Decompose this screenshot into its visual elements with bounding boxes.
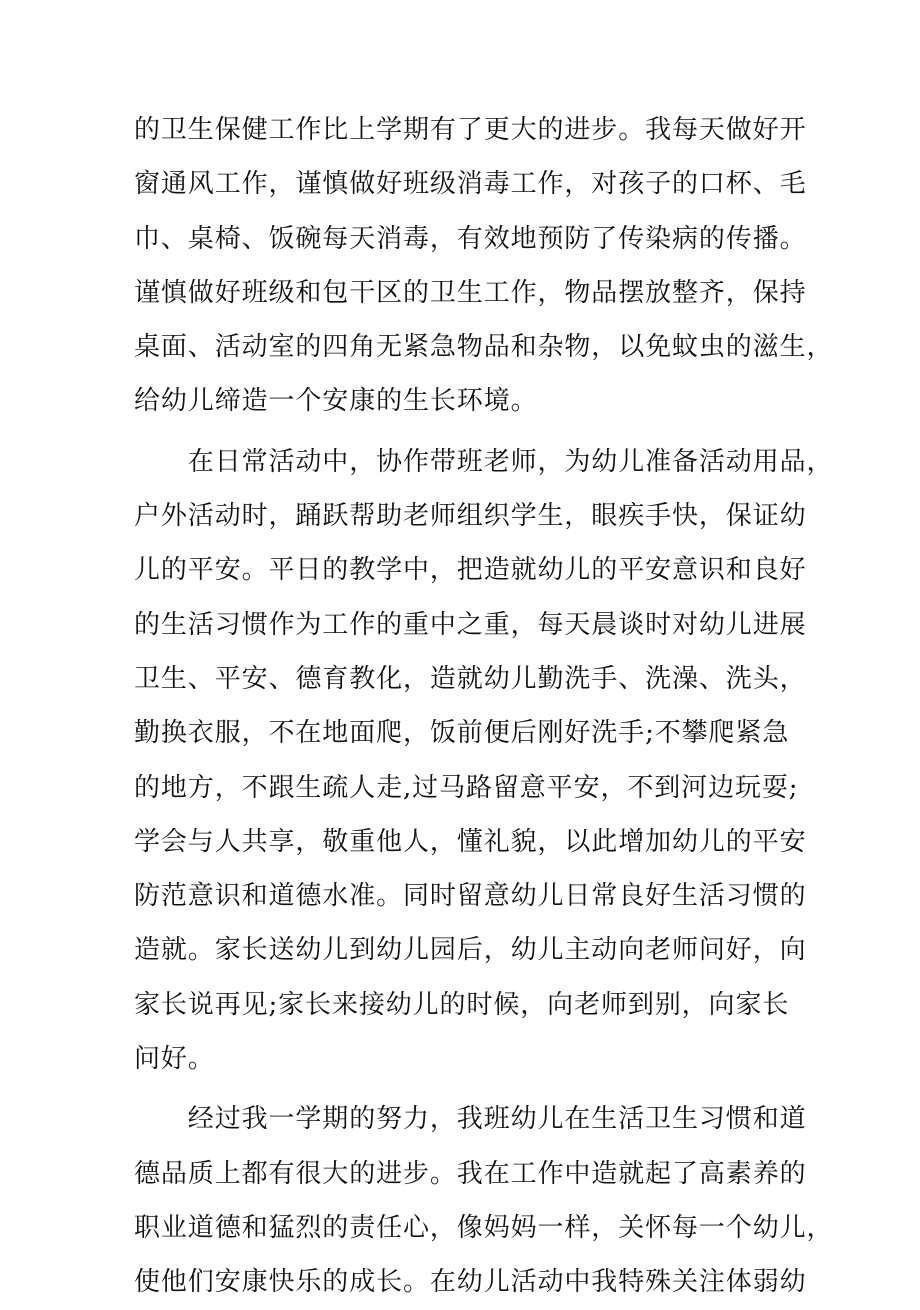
text-line: 卫生、平安、德育教化，造就幼儿勤洗手、洗澡、洗头， (134, 663, 807, 694)
document-body (134, 103, 834, 1310)
paragraph-1 (134, 103, 834, 429)
text-line: 防范意识和道德水准。同时留意幼儿日常良好生活习惯的 (134, 881, 807, 912)
text-line: 的地方，不跟生疏人走,过马路留意平安，不到河边玩耍; (134, 772, 799, 803)
text-line: 学会与人共享，敬重他人，懂礼貌，以此增加幼儿的平安 (134, 826, 807, 857)
text-line: 的生活习惯作为工作的重中之重，每天晨谈时对幼儿进展 (134, 609, 807, 640)
text-line: 的卫生保健工作比上学期有了更大的进步。我每天做好开 (134, 115, 807, 145)
text-line: 巾、桌椅、饭碗每天消毒，有效地预防了传染病的传播。 (134, 223, 807, 254)
text-line: 问好。 (134, 1044, 215, 1075)
text-line: 德品质上都有很大的进步。我在工作中造就起了高素养的 (134, 1158, 807, 1189)
text-line: 窗通风工作，谨慎做好班级消毒工作，对孩子的口杯、毛 (134, 169, 807, 200)
paragraph-3 (134, 1092, 834, 1309)
text-line: 勤换衣服，不在地面爬，饭前便后刚好洗手;不攀爬紧急 (134, 718, 790, 749)
text-line: 造就。家长送幼儿到幼儿园后，幼儿主动向老师问好，向 (134, 935, 807, 966)
text-line: 谨慎做好班级和包干区的卫生工作，物品摆放整齐，保持 (134, 277, 807, 308)
text-line: 经过我一学期的努力，我班幼儿在生活卫生习惯和道 (134, 1104, 807, 1135)
text-line: 家长说再见;家长来接幼儿的时候，向老师到别，向家长 (134, 989, 790, 1020)
text-line: 桌面、活动室的四角无紧急物品和杂物，以免蚊虫的滋生， (134, 332, 834, 363)
text-line: 职业道德和猛烈的责任心，像妈妈一样，关怀每一个幼儿， (134, 1212, 834, 1243)
text-line: 户外活动时，踊跃帮助老师组织学生，眼疾手快，保证幼 (134, 501, 807, 532)
text-line: 儿的平安。平日的教学中，把造就幼儿的平安意识和良好 (134, 555, 807, 586)
paragraph-2 (134, 435, 834, 1087)
text-line: 使他们安康快乐的成长。在幼儿活动中我特殊关注体弱幼 (134, 1267, 807, 1298)
text-line: 给幼儿缔造一个安康的生长环境。 (134, 386, 538, 417)
text-line: 在日常活动中，协作带班老师，为幼儿准备活动用品， (134, 446, 834, 477)
